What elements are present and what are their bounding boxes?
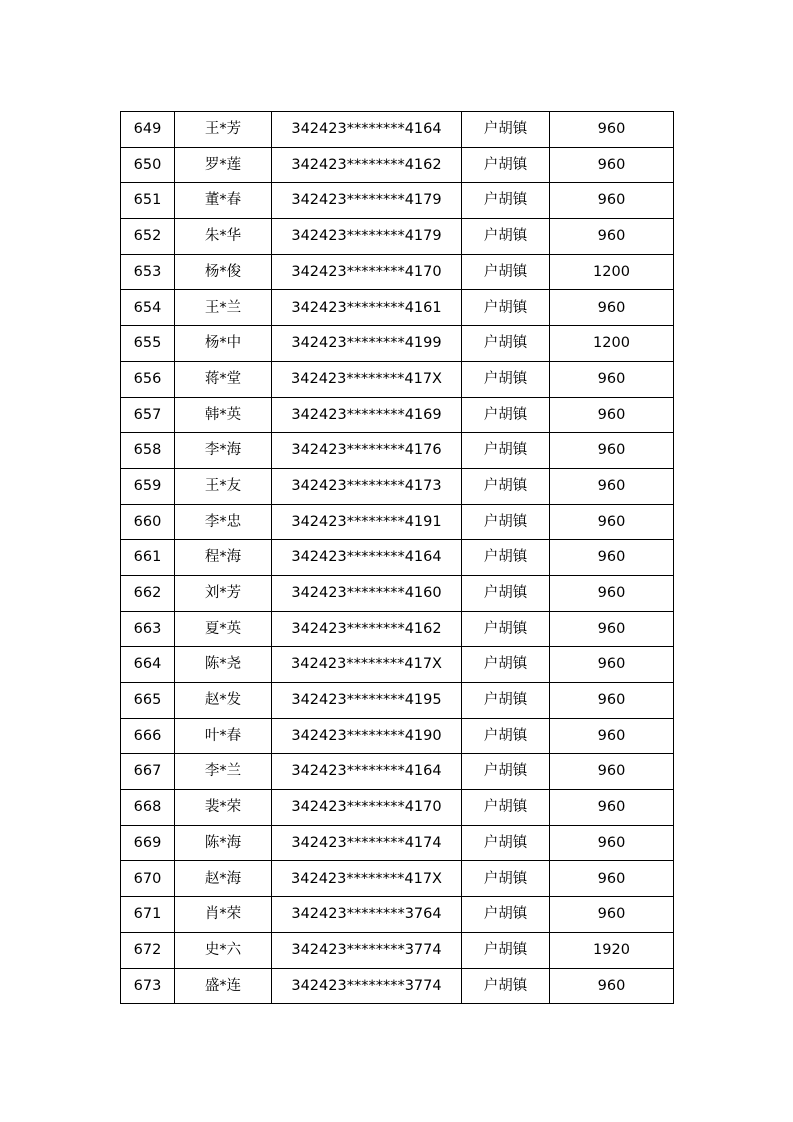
id-number: 342423********4173 (272, 468, 462, 504)
town-name: 户胡镇 (462, 790, 550, 826)
amount: 960 (550, 468, 674, 504)
amount: 960 (550, 790, 674, 826)
amount: 960 (550, 147, 674, 183)
town-name: 户胡镇 (462, 254, 550, 290)
person-name: 王*友 (175, 468, 272, 504)
person-name: 韩*英 (175, 397, 272, 433)
person-name: 王*芳 (175, 112, 272, 148)
amount: 960 (550, 361, 674, 397)
amount: 960 (550, 219, 674, 255)
town-name: 户胡镇 (462, 397, 550, 433)
amount: 960 (550, 897, 674, 933)
table-row (121, 897, 674, 933)
amount: 960 (550, 504, 674, 540)
table-row (121, 540, 674, 576)
subsidy-roster-table (120, 111, 674, 1004)
id-number: 342423********4162 (272, 147, 462, 183)
id-number: 342423********4169 (272, 397, 462, 433)
row-number: 652 (121, 219, 175, 255)
row-number: 660 (121, 504, 175, 540)
id-number: 342423********4160 (272, 575, 462, 611)
amount: 960 (550, 825, 674, 861)
id-number: 342423********4164 (272, 112, 462, 148)
town-name: 户胡镇 (462, 932, 550, 968)
id-number: 342423********4164 (272, 754, 462, 790)
row-number: 667 (121, 754, 175, 790)
table-row (121, 326, 674, 362)
id-number: 342423********417X (272, 361, 462, 397)
amount: 960 (550, 968, 674, 1004)
town-name: 户胡镇 (462, 611, 550, 647)
row-number: 654 (121, 290, 175, 326)
row-number: 673 (121, 968, 175, 1004)
table-row (121, 183, 674, 219)
amount: 960 (550, 112, 674, 148)
row-number: 661 (121, 540, 175, 576)
table-row (121, 468, 674, 504)
id-number: 342423********4179 (272, 183, 462, 219)
row-number: 655 (121, 326, 175, 362)
amount: 960 (550, 861, 674, 897)
id-number: 342423********3774 (272, 968, 462, 1004)
id-number: 342423********4190 (272, 718, 462, 754)
amount: 1200 (550, 254, 674, 290)
person-name: 李*忠 (175, 504, 272, 540)
town-name: 户胡镇 (462, 290, 550, 326)
id-number: 342423********4191 (272, 504, 462, 540)
person-name: 肖*荣 (175, 897, 272, 933)
town-name: 户胡镇 (462, 326, 550, 362)
person-name: 陈*海 (175, 825, 272, 861)
table-row (121, 433, 674, 469)
town-name: 户胡镇 (462, 861, 550, 897)
person-name: 裴*荣 (175, 790, 272, 826)
amount: 960 (550, 433, 674, 469)
id-number: 342423********4161 (272, 290, 462, 326)
table-row (121, 112, 674, 148)
person-name: 蒋*堂 (175, 361, 272, 397)
town-name: 户胡镇 (462, 647, 550, 683)
id-number: 342423********4195 (272, 683, 462, 719)
person-name: 王*兰 (175, 290, 272, 326)
row-number: 656 (121, 361, 175, 397)
id-number: 342423********417X (272, 861, 462, 897)
person-name: 赵*发 (175, 683, 272, 719)
town-name: 户胡镇 (462, 825, 550, 861)
row-number: 651 (121, 183, 175, 219)
row-number: 666 (121, 718, 175, 754)
person-name: 董*春 (175, 183, 272, 219)
town-name: 户胡镇 (462, 433, 550, 469)
row-number: 662 (121, 575, 175, 611)
town-name: 户胡镇 (462, 683, 550, 719)
id-number: 342423********3774 (272, 932, 462, 968)
person-name: 赵*海 (175, 861, 272, 897)
table-row (121, 147, 674, 183)
person-name: 杨*中 (175, 326, 272, 362)
table-row (121, 254, 674, 290)
person-name: 李*海 (175, 433, 272, 469)
person-name: 盛*连 (175, 968, 272, 1004)
amount: 960 (550, 611, 674, 647)
person-name: 朱*华 (175, 219, 272, 255)
town-name: 户胡镇 (462, 112, 550, 148)
table-row (121, 397, 674, 433)
amount: 960 (550, 575, 674, 611)
id-number: 342423********4199 (272, 326, 462, 362)
row-number: 653 (121, 254, 175, 290)
table-row (121, 361, 674, 397)
id-number: 342423********3764 (272, 897, 462, 933)
row-number: 657 (121, 397, 175, 433)
id-number: 342423********4170 (272, 790, 462, 826)
row-number: 659 (121, 468, 175, 504)
amount: 960 (550, 718, 674, 754)
town-name: 户胡镇 (462, 897, 550, 933)
row-number: 671 (121, 897, 175, 933)
amount: 960 (550, 683, 674, 719)
person-name: 史*六 (175, 932, 272, 968)
amount: 1200 (550, 326, 674, 362)
row-number: 668 (121, 790, 175, 826)
id-number: 342423********4162 (272, 611, 462, 647)
table-row (121, 790, 674, 826)
town-name: 户胡镇 (462, 754, 550, 790)
person-name: 李*兰 (175, 754, 272, 790)
amount: 960 (550, 290, 674, 326)
table-row (121, 219, 674, 255)
town-name: 户胡镇 (462, 504, 550, 540)
amount: 960 (550, 540, 674, 576)
id-number: 342423********417X (272, 647, 462, 683)
row-number: 649 (121, 112, 175, 148)
table-row (121, 683, 674, 719)
id-number: 342423********4176 (272, 433, 462, 469)
id-number: 342423********4179 (272, 219, 462, 255)
table-row (121, 861, 674, 897)
row-number: 670 (121, 861, 175, 897)
town-name: 户胡镇 (462, 718, 550, 754)
row-number: 665 (121, 683, 175, 719)
row-number: 663 (121, 611, 175, 647)
person-name: 刘*芳 (175, 575, 272, 611)
amount: 960 (550, 647, 674, 683)
town-name: 户胡镇 (462, 468, 550, 504)
table-row (121, 718, 674, 754)
table-row (121, 968, 674, 1004)
amount: 1920 (550, 932, 674, 968)
id-number: 342423********4174 (272, 825, 462, 861)
person-name: 程*海 (175, 540, 272, 576)
table-row (121, 647, 674, 683)
person-name: 罗*莲 (175, 147, 272, 183)
town-name: 户胡镇 (462, 219, 550, 255)
person-name: 陈*尧 (175, 647, 272, 683)
table-row (121, 932, 674, 968)
table-row (121, 575, 674, 611)
table-row (121, 611, 674, 647)
row-number: 650 (121, 147, 175, 183)
person-name: 夏*英 (175, 611, 272, 647)
amount: 960 (550, 397, 674, 433)
row-number: 672 (121, 932, 175, 968)
table-row (121, 290, 674, 326)
town-name: 户胡镇 (462, 968, 550, 1004)
amount: 960 (550, 183, 674, 219)
table-row (121, 504, 674, 540)
town-name: 户胡镇 (462, 183, 550, 219)
town-name: 户胡镇 (462, 147, 550, 183)
person-name: 杨*俊 (175, 254, 272, 290)
town-name: 户胡镇 (462, 540, 550, 576)
table-row (121, 825, 674, 861)
row-number: 669 (121, 825, 175, 861)
amount: 960 (550, 754, 674, 790)
table-row (121, 754, 674, 790)
row-number: 664 (121, 647, 175, 683)
town-name: 户胡镇 (462, 361, 550, 397)
person-name: 叶*春 (175, 718, 272, 754)
id-number: 342423********4170 (272, 254, 462, 290)
id-number: 342423********4164 (272, 540, 462, 576)
row-number: 658 (121, 433, 175, 469)
town-name: 户胡镇 (462, 575, 550, 611)
